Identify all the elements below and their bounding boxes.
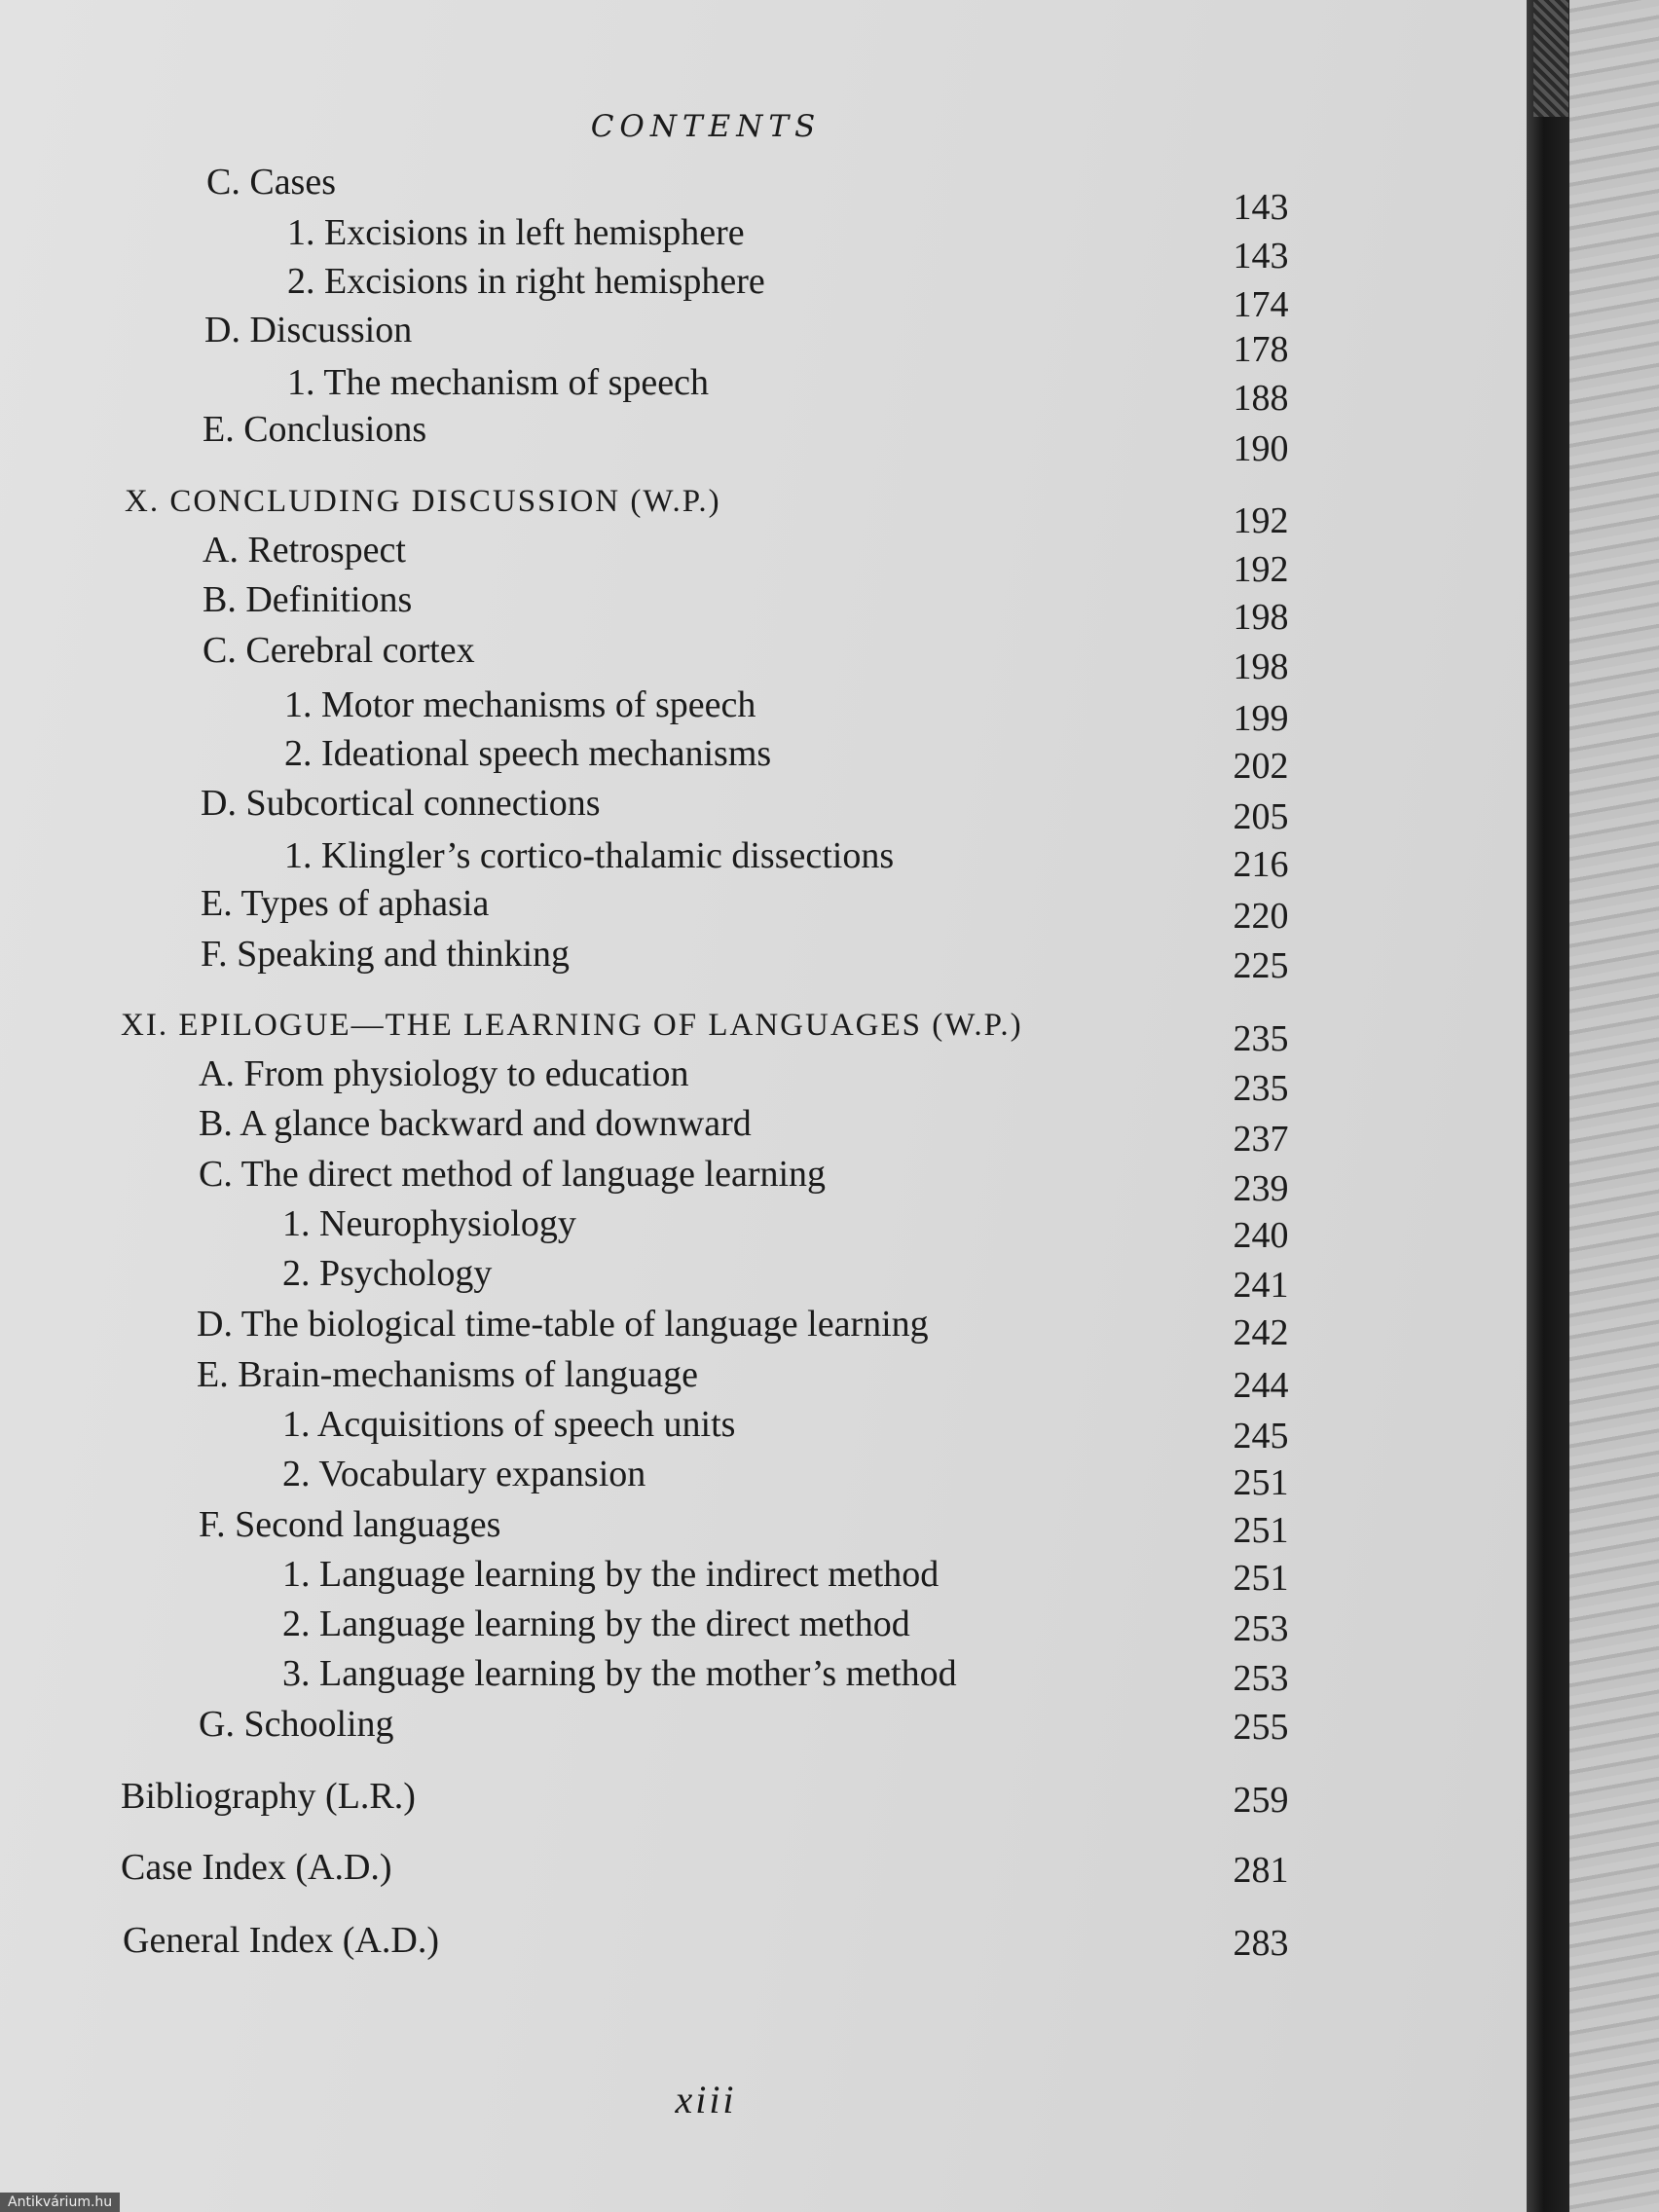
page-number: 244 — [1233, 1365, 1289, 1406]
watermark-label: Antikvárium.hu — [0, 2193, 120, 2212]
toc-entry-mechanism-speech: 1. The mechanism of speech — [287, 362, 709, 403]
page-number: 192 — [1233, 549, 1289, 590]
page-number: 190 — [1233, 428, 1289, 469]
toc-entry-b-definitions: B. Definitions — [203, 579, 413, 620]
toc-entry-klingler: 1. Klingler’s cortico-thalamic dissections — [284, 835, 895, 876]
page-number: 251 — [1233, 1510, 1289, 1551]
toc-entry-d-time-table: D. The biological time-table of language learning — [197, 1304, 929, 1345]
page-number: 174 — [1233, 284, 1289, 325]
toc-entry-psychology: 2. Psychology — [282, 1253, 493, 1294]
toc-chapter-x: X. CONCLUDING DISCUSSION (W.P.) — [125, 484, 721, 519]
toc-entry-general-index: General Index (A.D.) — [123, 1920, 439, 1961]
page-number: 202 — [1233, 746, 1289, 787]
toc-entry-e-conclusions: E. Conclusions — [203, 409, 427, 450]
page-number: 198 — [1233, 646, 1289, 687]
page-number: 198 — [1233, 597, 1289, 638]
background-surface — [1569, 0, 1659, 2212]
page-number: 239 — [1233, 1168, 1289, 1209]
toc-entry-vocabulary: 2. Vocabulary expansion — [282, 1454, 646, 1494]
toc-entry-excisions-left: 1. Excisions in left hemisphere — [287, 212, 745, 253]
page-number: 241 — [1233, 1265, 1289, 1306]
toc-entry-bibliography: Bibliography (L.R.) — [121, 1776, 416, 1817]
toc-chapter-xi: XI. EPILOGUE—THE LEARNING OF LANGUAGES (W.P.) — [121, 1008, 1023, 1043]
page-number: 225 — [1233, 945, 1289, 986]
toc-entry-c-direct-method: C. The direct method of language learning — [199, 1154, 827, 1195]
page-number: 240 — [1233, 1215, 1289, 1256]
page-number: 281 — [1233, 1850, 1289, 1891]
toc-entry-c-cases: C. Cases — [206, 162, 336, 203]
toc-entry-neurophysiology: 1. Neurophysiology — [282, 1203, 576, 1244]
page-number: 178 — [1233, 329, 1289, 370]
book-spine-top — [1533, 0, 1568, 117]
toc-entry-g-schooling: G. Schooling — [199, 1704, 394, 1745]
toc-entry-a-physiology: A. From physiology to education — [199, 1053, 689, 1094]
book-spine-edge — [1527, 0, 1569, 2212]
page-number: 235 — [1233, 1068, 1289, 1109]
page-number: 283 — [1233, 1923, 1289, 1964]
toc-entry-ideational-mechanisms: 2. Ideational speech mechanisms — [284, 733, 772, 774]
page-number: 143 — [1233, 187, 1289, 228]
page-number: 242 — [1233, 1312, 1289, 1353]
page-number: 192 — [1233, 500, 1289, 541]
page-number: 220 — [1233, 896, 1289, 937]
toc-entry-case-index: Case Index (A.D.) — [121, 1847, 392, 1888]
page-number: 245 — [1233, 1416, 1289, 1456]
toc-entry-indirect-method: 1. Language learning by the indirect method — [282, 1554, 940, 1595]
toc-entry-a-retrospect: A. Retrospect — [203, 530, 406, 571]
page-number: 143 — [1233, 236, 1289, 276]
toc-entry-d-subcortical: D. Subcortical connections — [201, 783, 601, 824]
page-number: 237 — [1233, 1119, 1289, 1160]
toc-entry-mothers-method: 3. Language learning by the mother’s method — [282, 1653, 957, 1694]
toc-entry-motor-mechanisms: 1. Motor mechanisms of speech — [284, 684, 756, 725]
toc-entry-d-discussion: D. Discussion — [204, 310, 413, 350]
toc-entry-e-brain-mechanisms: E. Brain-mechanisms of language — [197, 1354, 698, 1395]
page-number: 253 — [1233, 1608, 1289, 1649]
page-number: 251 — [1233, 1462, 1289, 1503]
page-number: 259 — [1233, 1780, 1289, 1821]
page-number: 255 — [1233, 1707, 1289, 1748]
page-number: 253 — [1233, 1658, 1289, 1699]
page-number: 235 — [1233, 1018, 1289, 1059]
toc-entry-f-speaking: F. Speaking and thinking — [201, 934, 571, 975]
toc-entry-speech-units: 1. Acquisitions of speech units — [282, 1404, 736, 1445]
toc-entry-e-aphasia: E. Types of aphasia — [201, 883, 490, 924]
page-number: 216 — [1233, 844, 1289, 885]
page-number: 205 — [1233, 796, 1289, 837]
toc-entry-b-glance: B. A glance backward and downward — [199, 1103, 752, 1144]
toc-entry-f-second-languages: F. Second languages — [199, 1504, 501, 1545]
page-number: 188 — [1233, 378, 1289, 419]
page-number: 251 — [1233, 1558, 1289, 1599]
running-header: CONTENTS — [590, 109, 822, 144]
toc-entry-c-cerebral-cortex: C. Cerebral cortex — [203, 630, 475, 671]
toc-entry-excisions-right: 2. Excisions in right hemisphere — [287, 261, 765, 302]
page-folio: xiii — [675, 2078, 737, 2121]
page-number: 199 — [1233, 698, 1289, 739]
toc-entry-direct-method: 2. Language learning by the direct method — [282, 1604, 910, 1644]
